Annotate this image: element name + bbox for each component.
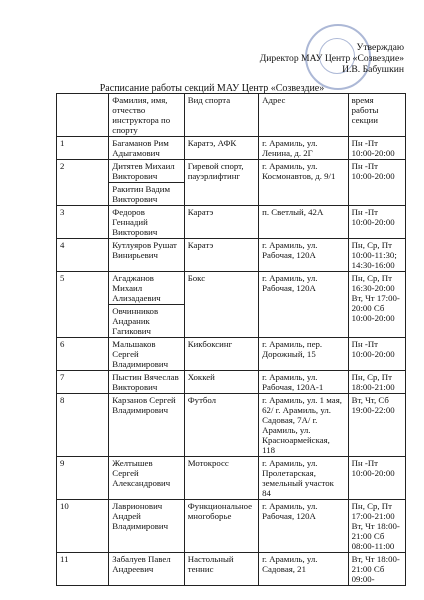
- cell-time-text: Пн -Пт 10:00-20:00: [351, 161, 395, 181]
- cell-address: [259, 160, 349, 206]
- header-num: [57, 94, 109, 137]
- table-body: [57, 137, 406, 586]
- cell-time-text: Пн -Пт 10:00-20:00: [351, 458, 395, 478]
- cell-sport: [184, 338, 258, 371]
- cell-name: [109, 160, 184, 206]
- cell-num: [57, 239, 109, 272]
- cell-sport-text: Кикбоксинг: [187, 339, 233, 349]
- cell-time: [348, 239, 405, 272]
- cell-sport-text: Настольный теннис: [187, 554, 234, 574]
- cell-time: [348, 160, 405, 206]
- cell-time: [348, 371, 405, 394]
- cell-address-text: п. Светлый, 42А: [262, 207, 324, 217]
- cell-num-text: 10: [60, 501, 69, 511]
- table-header-row: [57, 94, 406, 137]
- cell-time-text: Пн, Ср, Пт 17:00-21:00 Вт, Чт 18:00-21:00 Сб 08:00-11:00: [351, 501, 400, 551]
- cell-sport: [184, 394, 258, 457]
- cell-address-text: г. Арамиль, ул. Рабочая, 120А: [262, 273, 318, 293]
- cell-sport: [184, 160, 258, 206]
- cell-sport-text: Каратэ: [187, 240, 214, 250]
- cell-name: [109, 457, 184, 500]
- cell-num-text: 8: [60, 395, 65, 405]
- table-row: [57, 338, 406, 371]
- cell-address-text: г. Арамиль, ул. Рабочая, 120А: [262, 501, 318, 521]
- cell-sport: [184, 553, 258, 586]
- approval-line-1: Утверждаю: [356, 42, 404, 53]
- cell-sport-text: Хоккей: [187, 372, 215, 382]
- cell-time-text: Вт, Чт, Сб 19:00-22:00: [351, 395, 395, 415]
- cell-address: [259, 500, 349, 553]
- cell-address: [259, 239, 349, 272]
- cell-num: [57, 338, 109, 371]
- cell-name-text: Желтышев Сергей Александрович: [112, 458, 171, 488]
- cell-name-text: Дитятев Михаил Викторович: [112, 161, 175, 181]
- cell-time-text: Пн -Пт 10:00-20:00: [351, 207, 395, 227]
- document-title: Расписание работы секций МАУ Центр «Созвездие»: [99, 83, 325, 94]
- cell-time: [348, 500, 405, 553]
- cell-sport-text: Каратэ, АФК: [187, 138, 237, 148]
- cell-address-text: г. Арамиль, пер. Дорожный, 15: [262, 339, 323, 359]
- cell-num-text: 3: [60, 207, 65, 217]
- cell-address: [259, 457, 349, 500]
- header-name: Фамилия, имя, отчество инструктора по спорту: [109, 94, 184, 137]
- cell-time-text: Пн, Ср, Пт 10:00-11:30; 14:30-16:00: [351, 240, 397, 270]
- cell-name-second-instructor: Овчинников Андраник Гагикович: [109, 304, 183, 336]
- cell-address: [259, 206, 349, 239]
- cell-num-text: 5: [60, 273, 65, 283]
- cell-time-text: Пн -Пт 10:00-20:00: [351, 138, 395, 158]
- cell-address-text: г. Арамиль, ул. Космонавтов, д. 9/1: [262, 161, 336, 181]
- cell-address: [259, 371, 349, 394]
- cell-name: [109, 394, 184, 457]
- cell-sport-text: Функциональное многоборье: [187, 501, 253, 521]
- cell-name: [109, 239, 184, 272]
- cell-num-text: 4: [60, 240, 65, 250]
- cell-name-text: Лаврионович Андрей Владимирович: [112, 501, 168, 531]
- cell-sport: [184, 272, 258, 338]
- cell-name: [109, 500, 184, 553]
- cell-address-text: г. Арамиль, ул. 1 мая, 62/ г. Арамиль, ул. Садовая, 7А/ г. Арамиль, ул. Красноармейская, 118: [262, 395, 342, 455]
- table-row: [57, 394, 406, 457]
- table-row: [57, 160, 406, 206]
- cell-sport: [184, 137, 258, 160]
- cell-num: [57, 457, 109, 500]
- table-row: [57, 137, 406, 160]
- cell-time-text: Пн -Пт 10:00-20:00: [351, 339, 395, 359]
- cell-num: [57, 137, 109, 160]
- cell-name-second-instructor: Ракитин Вадим Викторович: [109, 182, 183, 204]
- approval-block: [234, 42, 404, 75]
- table-row: [57, 553, 406, 586]
- cell-num-text: 6: [60, 339, 65, 349]
- cell-name-text: Пыстин Вячеслав Викторович: [112, 372, 179, 392]
- cell-name: [109, 137, 184, 160]
- header-address: Адрес: [259, 94, 349, 137]
- cell-sport-text: Каратэ: [187, 207, 214, 217]
- cell-name-text: Федоров Геннадий Викторович: [112, 207, 158, 237]
- cell-time-text: Пн, Ср, Пт 18:00-21:00: [351, 372, 395, 392]
- cell-time-text: Пн, Ср, Пт 16:30-20:00 Вт, Чт 17:00-20:00 Сб 10:00-20:00: [351, 273, 400, 323]
- cell-num: [57, 371, 109, 394]
- cell-name-text: Мальшаков Сергей Владимирович: [112, 339, 168, 369]
- cell-num-text: 9: [60, 458, 65, 468]
- cell-sport: [184, 457, 258, 500]
- cell-time: [348, 137, 405, 160]
- cell-sport-text: Мотокросс: [187, 458, 229, 468]
- cell-address-text: г. Арамиль, ул. Ленина, д. 2Г: [262, 138, 318, 158]
- cell-num: [57, 553, 109, 586]
- table-row: [57, 371, 406, 394]
- cell-address-text: г. Арамиль, ул. Рабочая, 120А: [262, 240, 318, 260]
- cell-address: [259, 394, 349, 457]
- cell-name-text: Кутлуяров Рушат Винирьевич: [112, 240, 177, 260]
- cell-sport: [184, 206, 258, 239]
- cell-num-text: 7: [60, 372, 65, 382]
- cell-time: [348, 553, 405, 586]
- table-row: [57, 206, 406, 239]
- cell-time: [348, 457, 405, 500]
- cell-num: [57, 160, 109, 206]
- header-time: время работы секции: [348, 94, 405, 137]
- cell-name: [109, 338, 184, 371]
- cell-name: [109, 206, 184, 239]
- cell-num: [57, 394, 109, 457]
- cell-sport-text: Футбол: [187, 395, 217, 405]
- cell-num: [57, 272, 109, 338]
- cell-time: [348, 272, 405, 338]
- cell-sport-text: Гиревой спорт, пауэрлифтинг: [187, 161, 244, 181]
- cell-time: [348, 338, 405, 371]
- table-row: [57, 457, 406, 500]
- cell-time-text: Вт, Чт 18:00-21:00 Сб 09:00-: [351, 554, 400, 584]
- cell-name: [109, 371, 184, 394]
- cell-address: [259, 272, 349, 338]
- cell-address-text: г. Арамиль, ул. Садовая, 21: [262, 554, 318, 574]
- cell-num-text: 2: [60, 161, 65, 171]
- schedule-table: [56, 93, 406, 586]
- approval-line-3: И.В. Бабушкин: [342, 64, 404, 75]
- approval-line-2: Директор МАУ Центр «Созвездие»: [259, 53, 404, 64]
- cell-address: [259, 338, 349, 371]
- cell-name-text: Агаджанов Михаил Ализадаевич: [112, 273, 161, 303]
- table-row: [57, 500, 406, 553]
- table-row: [57, 272, 406, 338]
- cell-sport: [184, 239, 258, 272]
- table-row: [57, 239, 406, 272]
- cell-time: [348, 206, 405, 239]
- cell-sport: [184, 500, 258, 553]
- cell-name: [109, 272, 184, 338]
- cell-num: [57, 500, 109, 553]
- cell-address-text: г. Арамиль, ул. Рабочая, 120А-1: [262, 372, 324, 392]
- cell-sport-text: Бокс: [187, 273, 206, 283]
- cell-name: [109, 553, 184, 586]
- cell-name-text: Багаманов Рим Адыгамович: [112, 138, 169, 158]
- cell-name-text: Забалуев Павел Андреевич: [112, 554, 171, 574]
- cell-name-text: Карзанов Сергей Владимирович: [112, 395, 176, 415]
- cell-sport: [184, 371, 258, 394]
- header-sport: Вид спорта: [184, 94, 258, 137]
- cell-address: [259, 137, 349, 160]
- cell-address-text: г. Арамиль, ул. Пролетарская, земельный участок 84: [262, 458, 334, 498]
- cell-num: [57, 206, 109, 239]
- cell-time: [348, 394, 405, 457]
- cell-address: [259, 553, 349, 586]
- cell-num-text: 1: [60, 138, 65, 148]
- cell-num-text: 11: [60, 554, 69, 564]
